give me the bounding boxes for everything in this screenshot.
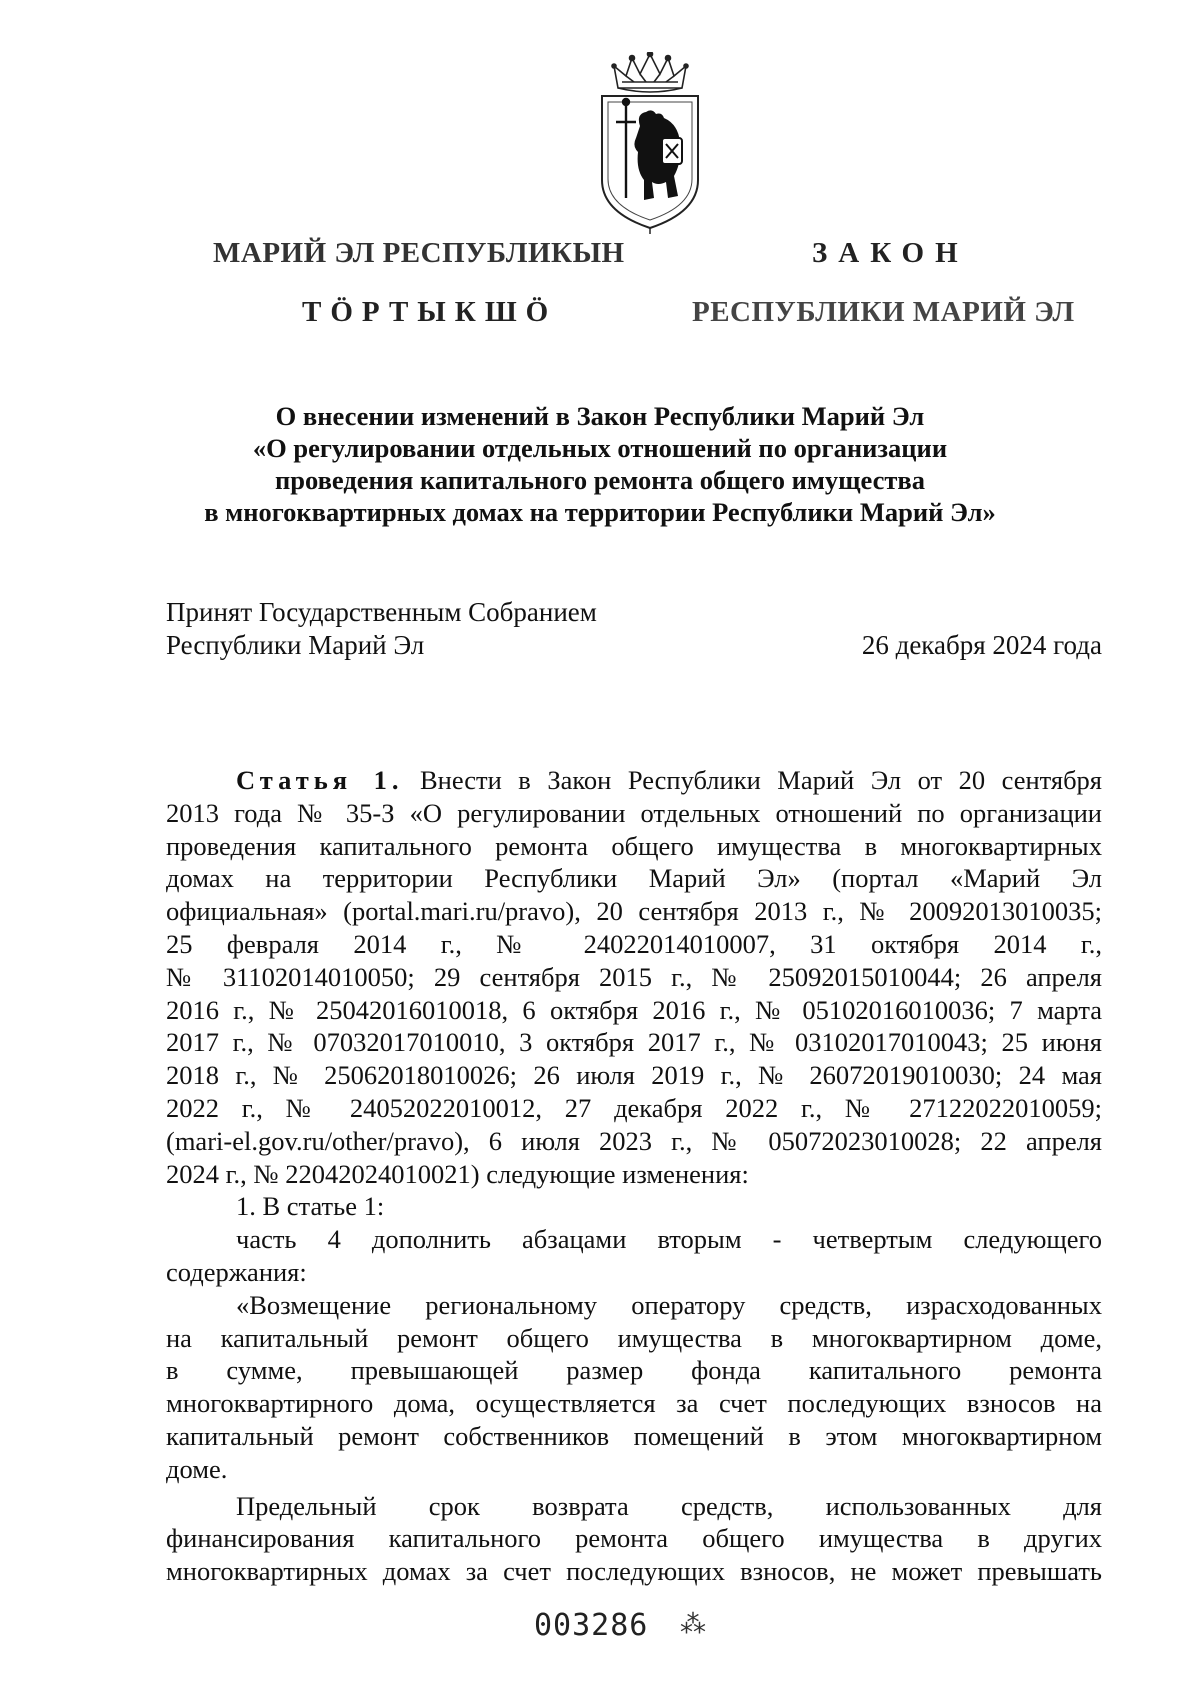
body-line: 2018 г., № 25062018010026; 26 июля 2019 г., № 26072019010030; 24 мая [166,1060,1102,1091]
body-line: многоквартирного дома, осуществляется за счет последующих взносов на [166,1388,1102,1419]
body-line-text: Внести в Закон Республики Марий Эл от 20 сентября [419,765,1102,795]
article-label: Статья 1. [236,765,404,795]
serial-number: 003286 [534,1608,649,1643]
body-line: часть 4 дополнить абзацами вторым - четвертым следующего [236,1224,1102,1255]
title-line: в многоквартирных домах на территории Республики Марий Эл» [204,497,996,527]
body-line: Предельный срок возврата средств, использованных для [236,1490,1102,1521]
body-line: содержания: [166,1256,307,1287]
body-line: 2024 г., № 22042024010021) следующие изменения: [166,1158,749,1189]
asterism-mark: ⁂ [680,1610,706,1640]
body-line: 1. В статье 1: [236,1191,385,1222]
header-left-line2: ТӦРТЫКШӦ [302,296,558,328]
body-line: домах на территории Республики Марий Эл» (портал «Марий Эл [166,863,1102,894]
body-line: 2013 года № 35-З «О регулировании отдельных отношений по организации [166,797,1102,828]
title-line: проведения капитального ремонта общего имущества [275,465,925,495]
body-line [166,764,1102,797]
header-right-line1: ЗАКОН [812,237,969,269]
title-line: О внесении изменений в Закон Республики Марий Эл [275,401,925,431]
header-left-line1: МАРИЙ ЭЛ РЕСПУБЛИКЫН [213,237,625,269]
adoption-block [166,596,1102,662]
adopted-by-line2: Республики Марий Эл [166,630,425,660]
title-line: «О регулировании отдельных отношений по организации [252,433,948,463]
body-line: № 31102014010050; 29 сентября 2015 г., № 25092015010044; 26 апреля [166,961,1102,992]
body-line: 2022 г., № 24052022010012, 27 декабря 2022 г., № 27122022010059; [166,1092,1102,1123]
body-line: многоквартирных домах за счет последующих взносов, не может превышать [166,1556,1102,1587]
adopted-by-line1: Принят Государственным Собранием [166,597,597,627]
body-line: (mari-el.gov.ru/other/pravo), 6 июля 2023 г., № 05072023010028; 22 апреля [166,1125,1102,1156]
body-line: 2016 г., № 25042016010018, 6 октября 2016 г., № 05102016010036; 7 марта [166,994,1102,1025]
crown-icon [612,52,688,92]
law-title [150,400,1050,528]
header-right-line2: РЕСПУБЛИКИ МАРИЙ ЭЛ [692,296,1075,328]
body-line: 25 февраля 2014 г., № 24022014010007, 31 октября 2014 г., [166,928,1102,959]
coat-of-arms-icon [596,52,704,234]
body-line: финансирования капитального ремонта общего имущества в других [166,1523,1102,1554]
body-line: доме. [166,1453,228,1484]
body-line: официальная» (portal.mari.ru/pravo), 20 сентября 2013 г., № 20092013010035; [166,896,1102,927]
body-line: капитальный ремонт собственников помещений в этом многоквартирном [166,1420,1102,1451]
adoption-date: 26 декабря 2024 года [861,630,1102,660]
body-line: в сумме, превышающей размер фонда капитального ремонта [166,1355,1102,1386]
body-line: на капитальный ремонт общего имущества в многоквартирном доме, [166,1322,1102,1353]
body-line: проведения капитального ремонта общего имущества в многоквартирных [166,830,1102,861]
article-body [166,764,1102,1588]
body-line: 2017 г., № 07032017010010, 3 октября 2017 г., № 03102017010043; 25 июня [166,1027,1102,1058]
body-line: «Возмещение региональному оператору средств, израсходованных [236,1289,1102,1320]
